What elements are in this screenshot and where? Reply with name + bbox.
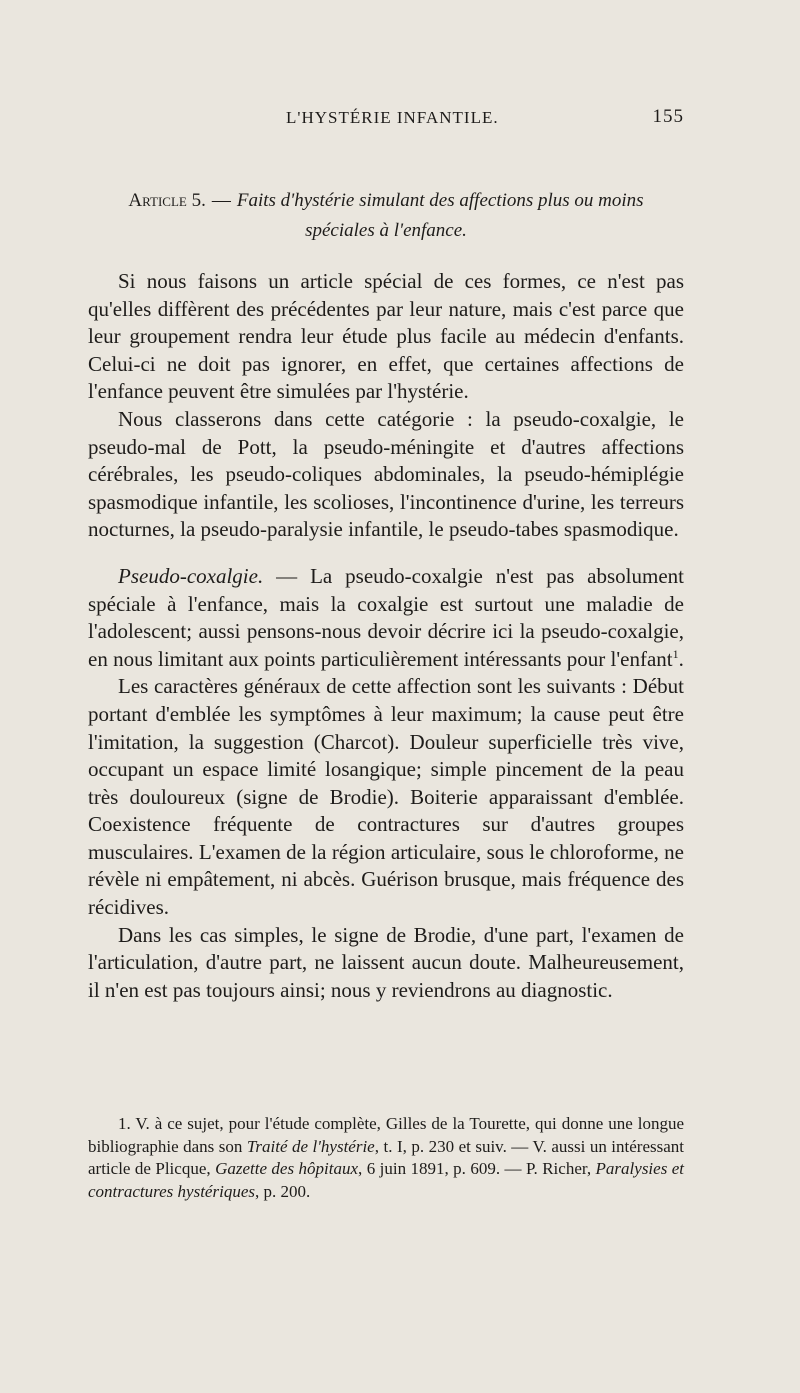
article-title-line-2: spéciales à l'enfance. bbox=[305, 220, 467, 241]
page-number: 155 bbox=[652, 106, 684, 127]
article-heading bbox=[88, 186, 684, 246]
footnote-work-3: Paralysies et contractures hystériques bbox=[88, 1159, 685, 1201]
footnote-work-1: Traité de l'hystérie bbox=[246, 1136, 375, 1156]
footnote-text bbox=[88, 1113, 684, 1203]
paragraph-5: Dans les cas simples, le signe de Brodie, d'une part, l'examen de l'articulation, d'autre part, ne laissent aucun doute. Malheureusement, il n'en est pas toujours ainsi; nous y reviendrons au diagnostic. bbox=[88, 922, 684, 1002]
footnote bbox=[88, 1113, 684, 1203]
footnote-work-2: Gazette des hôpitaux bbox=[215, 1159, 359, 1178]
paragraph-3-end: . bbox=[678, 646, 684, 671]
article-heading-line-1 bbox=[88, 186, 684, 216]
section-heading: Pseudo-coxalgie. bbox=[118, 563, 264, 588]
article-label: Article 5. bbox=[128, 190, 206, 211]
footnote-text-3: , 6 juin 1891, p. 609. — P. Richer, bbox=[358, 1159, 592, 1178]
running-title: L'HYSTÉRIE INFANTILE. bbox=[286, 108, 499, 127]
body-text bbox=[88, 268, 684, 1004]
section-dash: — bbox=[276, 563, 298, 588]
footnote-text-4: , p. 200. bbox=[254, 1181, 311, 1201]
footnote-text-2: , t. I, p. 230 et suiv. — V. aussi un intéressant article de Plicque, bbox=[88, 1136, 685, 1178]
footnote-ref: 1 bbox=[672, 646, 679, 661]
paragraph-3-text: La pseudo-coxalgie n'est pas absolument spéciale à l'enfance, mais la coxalgie est surtout une maladie de l'adolescent; aussi pensons-nous devoir décrire ici la pseudo-coxalgie, en nous limitant aux points particulièrement intéressants pour l'enfant bbox=[88, 563, 684, 671]
paragraph-1: Si nous faisons un article spécial de ces formes, ce n'est pas qu'elles diffèrent des précédentes par leur nature, mais c'est parce que leur groupement rendra leur étude plus facile au médecin d'enfants. Celui-ci ne doit pas ignorer, en effet, que certaines affections de l'enfance peuvent être simulées par l'hystérie. bbox=[88, 269, 684, 404]
article-title-line-1: Faits d'hystérie simulant des affections plus ou moins bbox=[236, 190, 644, 211]
paragraph-2: Nous classerons dans cette catégorie : la pseudo-coxalgie, le pseudo-mal de Pott, la pseudo-méningite et d'autres affections cérébrales, les pseudo-coliques abdominales, la pseudo-hémiplégie spasmodique infantile, les scolioses, l'incontinence d'urine, les terreurs nocturnes, la pseudo-paralysie infantile, le pseudo-tabes spasmodique. bbox=[88, 406, 684, 542]
article-dash: — bbox=[211, 190, 231, 211]
paragraph-4: Les caractères généraux de cette affection sont les suivants : Début portant d'emblée les symptômes à leur maximum; la cause peut être l'imitation, la suggestion (Charcot). Douleur superficielle très vive, occupant un espace limité losangique; simple pincement de la peau très douloureux (signe de Brodie). Boiterie apparaissant d'emblée. Coexistence fréquente de contractures sur d'autres groupes musculaires. L'examen de la région articulaire, sous le chloroforme, ne révèle ni empâtement, ni abcès. Guérison brusque, mais fréquence des récidives. bbox=[88, 674, 684, 920]
footnote-text-1: 1. V. à ce sujet, pour l'étude complète, Gilles de la Tourette, qui donne une longue bibliographie dans son bbox=[88, 1114, 684, 1156]
paragraph-3 bbox=[88, 563, 684, 673]
